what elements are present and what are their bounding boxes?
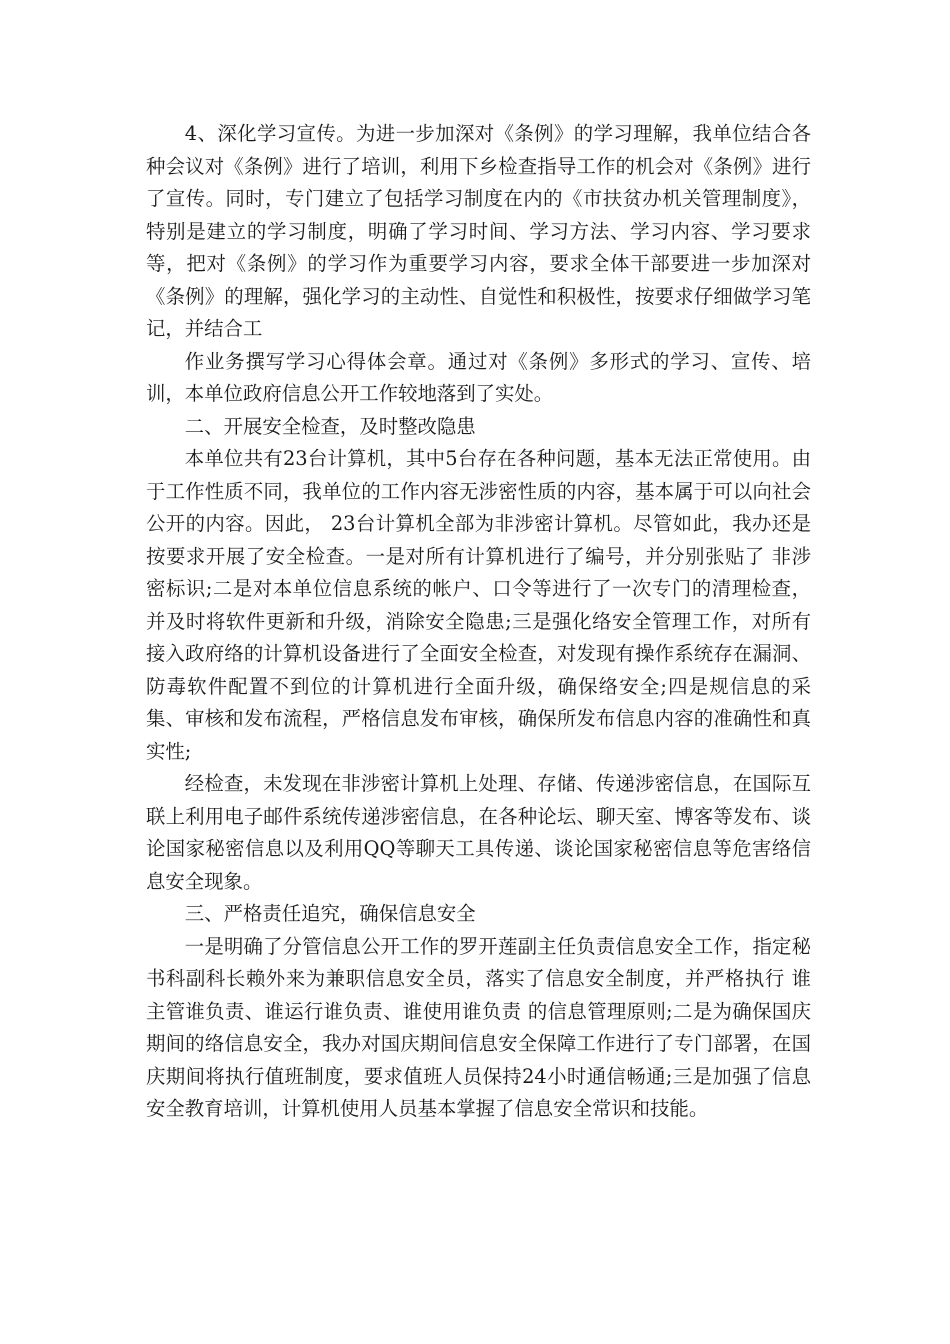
section-heading-security-check: 二、开展安全检查，及时整改隐患 [184,414,476,438]
document-body [146,118,811,1126]
paragraph-study-continuation: 作业务撰写学习心得体会章。通过对《条例》多形式的学习、宣传、培训，本单位政府信息公开工作较地落到了实处。 [146,349,811,405]
paragraph-inspection-result: 经检查，未发现在非涉密计算机上处理、存储、传递涉密信息，在国际互联上利用电子邮件系统传递涉密信息，在各种论坛、聊天室、博客等发布、谈论国家秘密信息以及利用QQ等聊天工具传递、谈论国家秘密信息等危害络信息安全现象。 [146,772,811,893]
paragraph-study-publicity: 4、深化学习宣传。为进一步加深对《条例》的学习理解，我单位结合各种会议对《条例》进行了培训，利用下乡检查指导工作的机会对《条例》进行了宣传。同时，专门建立了包括学习制度在内的《市扶贫办机关管理制度》，特别是建立的学习制度，明确了学习时间、学习方法、学习内容、学习要求等，把对《条例》的学习作为重要学习内容，要求全体干部要进一步加深对《条例》的理解，强化学习的主动性、自觉性和积极性，按要求仔细做学习笔记，并结合工 [146,122,811,340]
paragraph-computer-inventory: 本单位共有23台计算机，其中5台存在各种问题，基本无法正常使用。由于工作性质不同，我单位的工作内容无涉密性质的内容，基本属于可以向社会公开的内容。因此， 23台计算机全部为非涉密计算机。尽管如此，我办还是按要求开展了安全检查。一是对所有计算机进行了编号，并分别张贴了 非涉密标识;二是对本单位信息系统的帐户、口令等进行了一次专门的清理检查，并及时将软件更新和升级，消除安全隐患;三是强化络安全管理工作，对所有接入政府络的计算机设备进行了全面安全检查，对发现有操作系统存在漏洞、防毒软件配置不到位的计算机进行全面升级，确保络安全;四是规信息的采集、审核和发布流程，严格信息发布审核，确保所发布信息内容的准确性和真实性; [146,447,811,763]
paragraph-responsibility-measures: 一是明确了分管信息公开工作的罗开莲副主任负责信息安全工作，指定秘书科副科长赖外来为兼职信息安全员，落实了信息安全制度，并严格执行 谁主管谁负责、谁运行谁负责、谁使用谁负责 的信息管理原则;二是为确保国庆期间的络信息安全，我办对国庆期间信息安全保障工作进行了专门部署，在国庆期间将执行值班制度，要求值班人员保持24小时通信畅通;三是加强了信息安全教育培训，计算机使用人员基本掌握了信息安全常识和技能。 [146,934,811,1120]
section-heading-accountability: 三、严格责任追究，确保信息安全 [184,902,476,925]
